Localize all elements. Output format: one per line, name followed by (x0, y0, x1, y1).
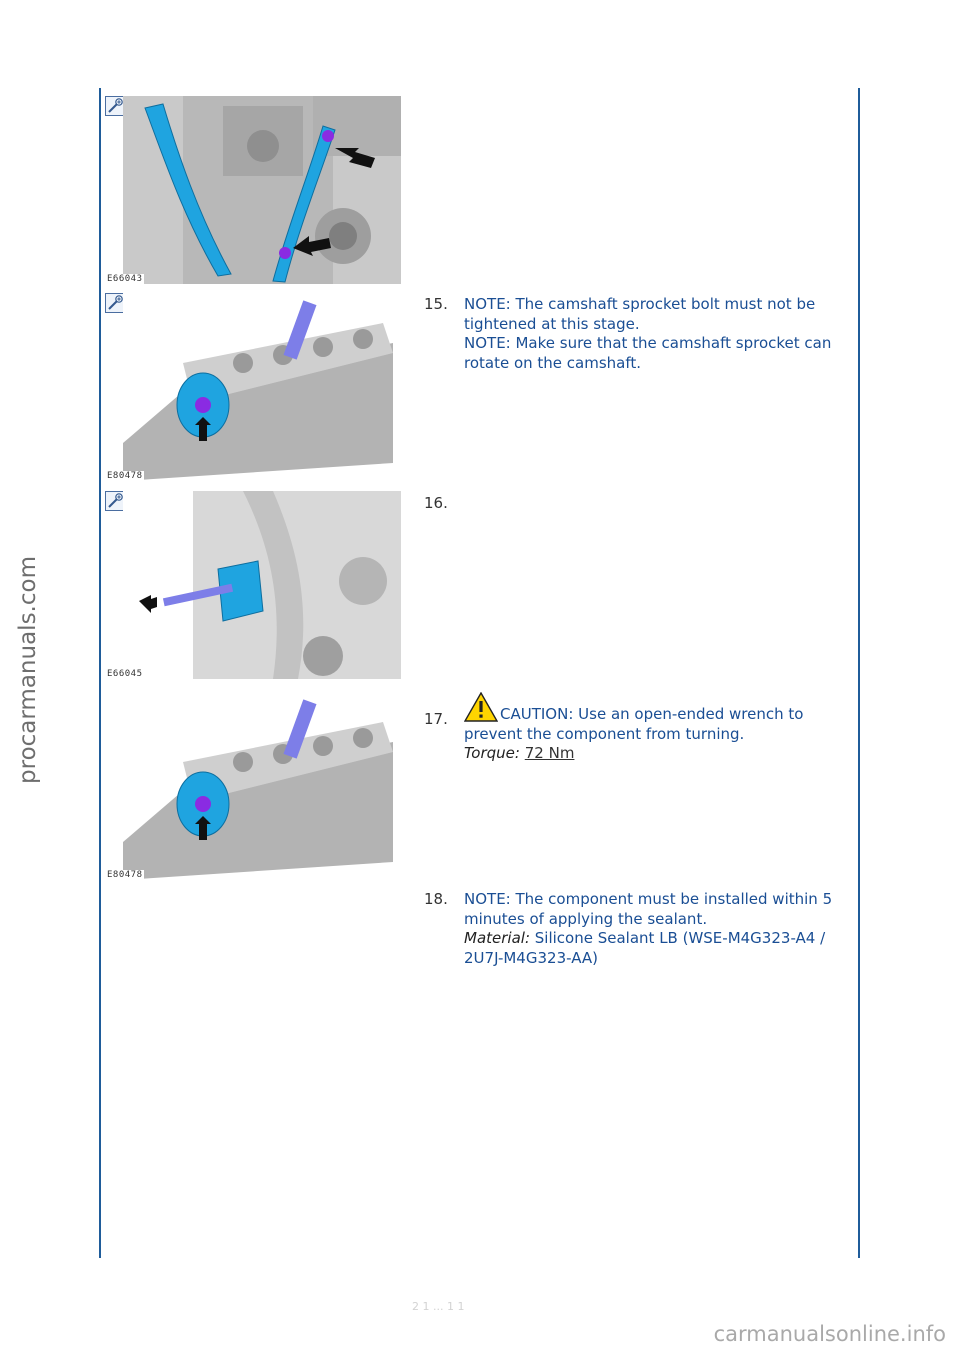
step-number: 18. (424, 890, 448, 908)
step-number: 15. (424, 295, 448, 313)
side-watermark-text: procarmanuals.com (15, 556, 41, 784)
side-watermark (8, 556, 48, 784)
caution-text: CAUTION: Use an open-ended wrench to prevent the component from turning. (464, 705, 804, 743)
camshaft-sprocket-illustration (123, 692, 401, 880)
frame-left-rule (99, 88, 101, 1258)
footer-watermark-text: carmanualsonline.info (713, 1322, 946, 1346)
timing-chain-guides-illustration (123, 96, 401, 284)
tensioner-illustration (123, 491, 401, 679)
step-number: 17. (424, 710, 448, 728)
camshaft-sprocket-illustration (123, 293, 401, 481)
figure-e66045 (105, 491, 401, 679)
figure-code: E66043 (107, 274, 143, 284)
figure-e80478-b (105, 692, 401, 880)
figure-code: E66045 (107, 669, 143, 679)
step-note: NOTE: The component must be installed within 5 minutes of applying the sealant. (464, 890, 833, 928)
figure-code: E80478 (107, 471, 143, 481)
warning-triangle-icon (464, 692, 498, 722)
step-note: NOTE: Make sure that the camshaft sprocket can rotate on the camshaft. (464, 334, 832, 372)
figure-e66043 (105, 96, 401, 284)
figure-e80478-a (105, 293, 401, 481)
material-value: Silicone Sealant LB (WSE-M4G323-A4 / 2U7J-M4G323-AA) (464, 929, 826, 967)
page-number-faint: 2 1 ... 1 1 (412, 1300, 465, 1313)
step-number: 16. (424, 494, 448, 512)
torque-value[interactable]: 72 Nm (524, 744, 575, 762)
frame-right-rule (858, 88, 860, 1258)
material-label: Material: (464, 929, 530, 947)
figure-code: E80478 (107, 870, 143, 880)
footer-watermark (0, 1322, 960, 1346)
torque-label: Torque: (464, 744, 520, 762)
step-note: NOTE: The camshaft sprocket bolt must not be tightened at this stage. (464, 295, 816, 333)
